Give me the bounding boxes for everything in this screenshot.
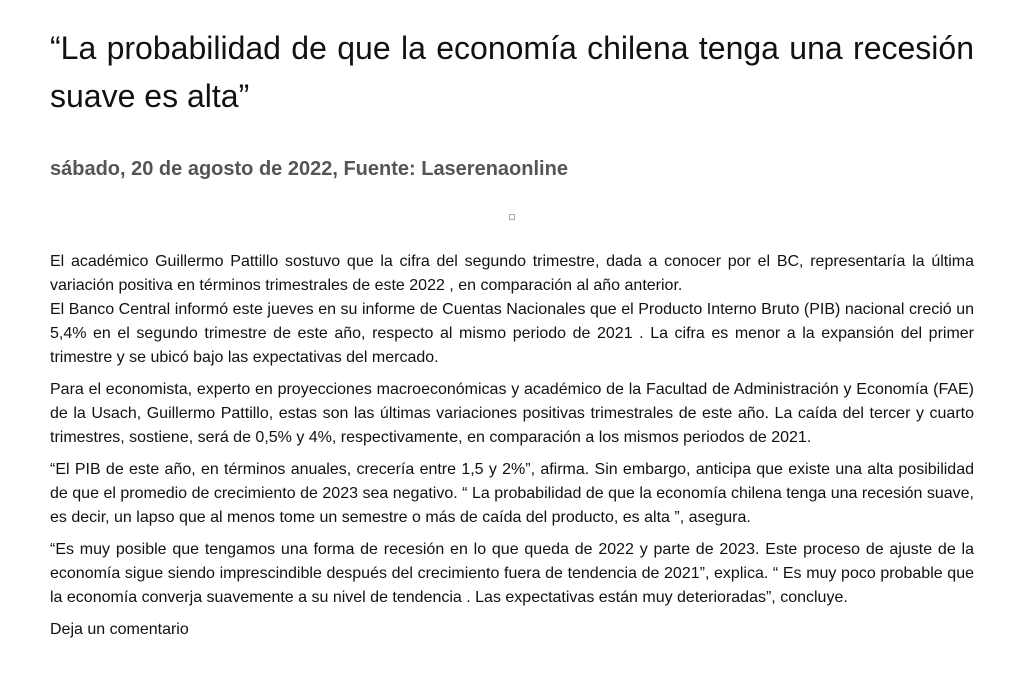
paragraph-4: “El PIB de este año, en términos anuales, crecería entre 1,5 y 2%”, afirma. Sin embargo, anticipa que existe una alta posibilidad de que el promedio de crecimiento de 2023 sea negativo. “ La probabilidad de que la economía chilena tenga una recesión suave, es decir, un lapso que al menos tome un semestre o más de caída del producto, es alta ”, asegura.	[50, 461, 974, 526]
paragraph-5: “Es muy posible que tengamos una forma de recesión en lo que queda de 2022 y parte de 2023. Este proceso de ajuste de la economía sigue siendo imprescindible después del crecimiento fuera de tendencia de 2021”, explica. “ Es muy poco probable que la economía converja suavemente a su nivel de tendencia . Las expectativas están muy deterioradas”, concluye.	[50, 541, 974, 606]
article-title: “La probabilidad de que la economía chilena tenga una recesión suave es alta”	[50, 30, 974, 114]
article-body	[50, 250, 974, 642]
broken-image-icon	[509, 214, 515, 220]
leave-comment-link[interactable]: Deja un comentario	[50, 621, 189, 638]
article-meta: sábado, 20 de agosto de 2022, Fuente: Laserenaonline	[50, 158, 568, 180]
paragraph-1: El académico Guillermo Pattillo sostuvo que la cifra del segundo trimestre, dada a conocer por el BC, representaría la última variación positiva en términos trimestrales de este 2022 , en comparación al año anterior.	[50, 253, 974, 294]
paragraph-2: El Banco Central informó este jueves en su informe de Cuentas Nacionales que el Producto Interno Bruto (PIB) nacional creció un 5,4% en el segundo trimestre de este año, respecto al mismo periodo de 2021 . La cifra es menor a la expansión del primer trimestre y se ubicó bajo las expectativas del mercado.	[50, 301, 974, 366]
paragraph-3: Para el economista, experto en proyecciones macroeconómicas y académico de la Facultad de Administración y Economía (FAE) de la Usach, Guillermo Pattillo, estas son las últimas variaciones positivas trimestrales de este año. La caída del tercer y cuarto trimestres, sostiene, será de 0,5% y 4%, respectivamente, en comparación a los mismos periodos de 2021.	[50, 381, 974, 446]
